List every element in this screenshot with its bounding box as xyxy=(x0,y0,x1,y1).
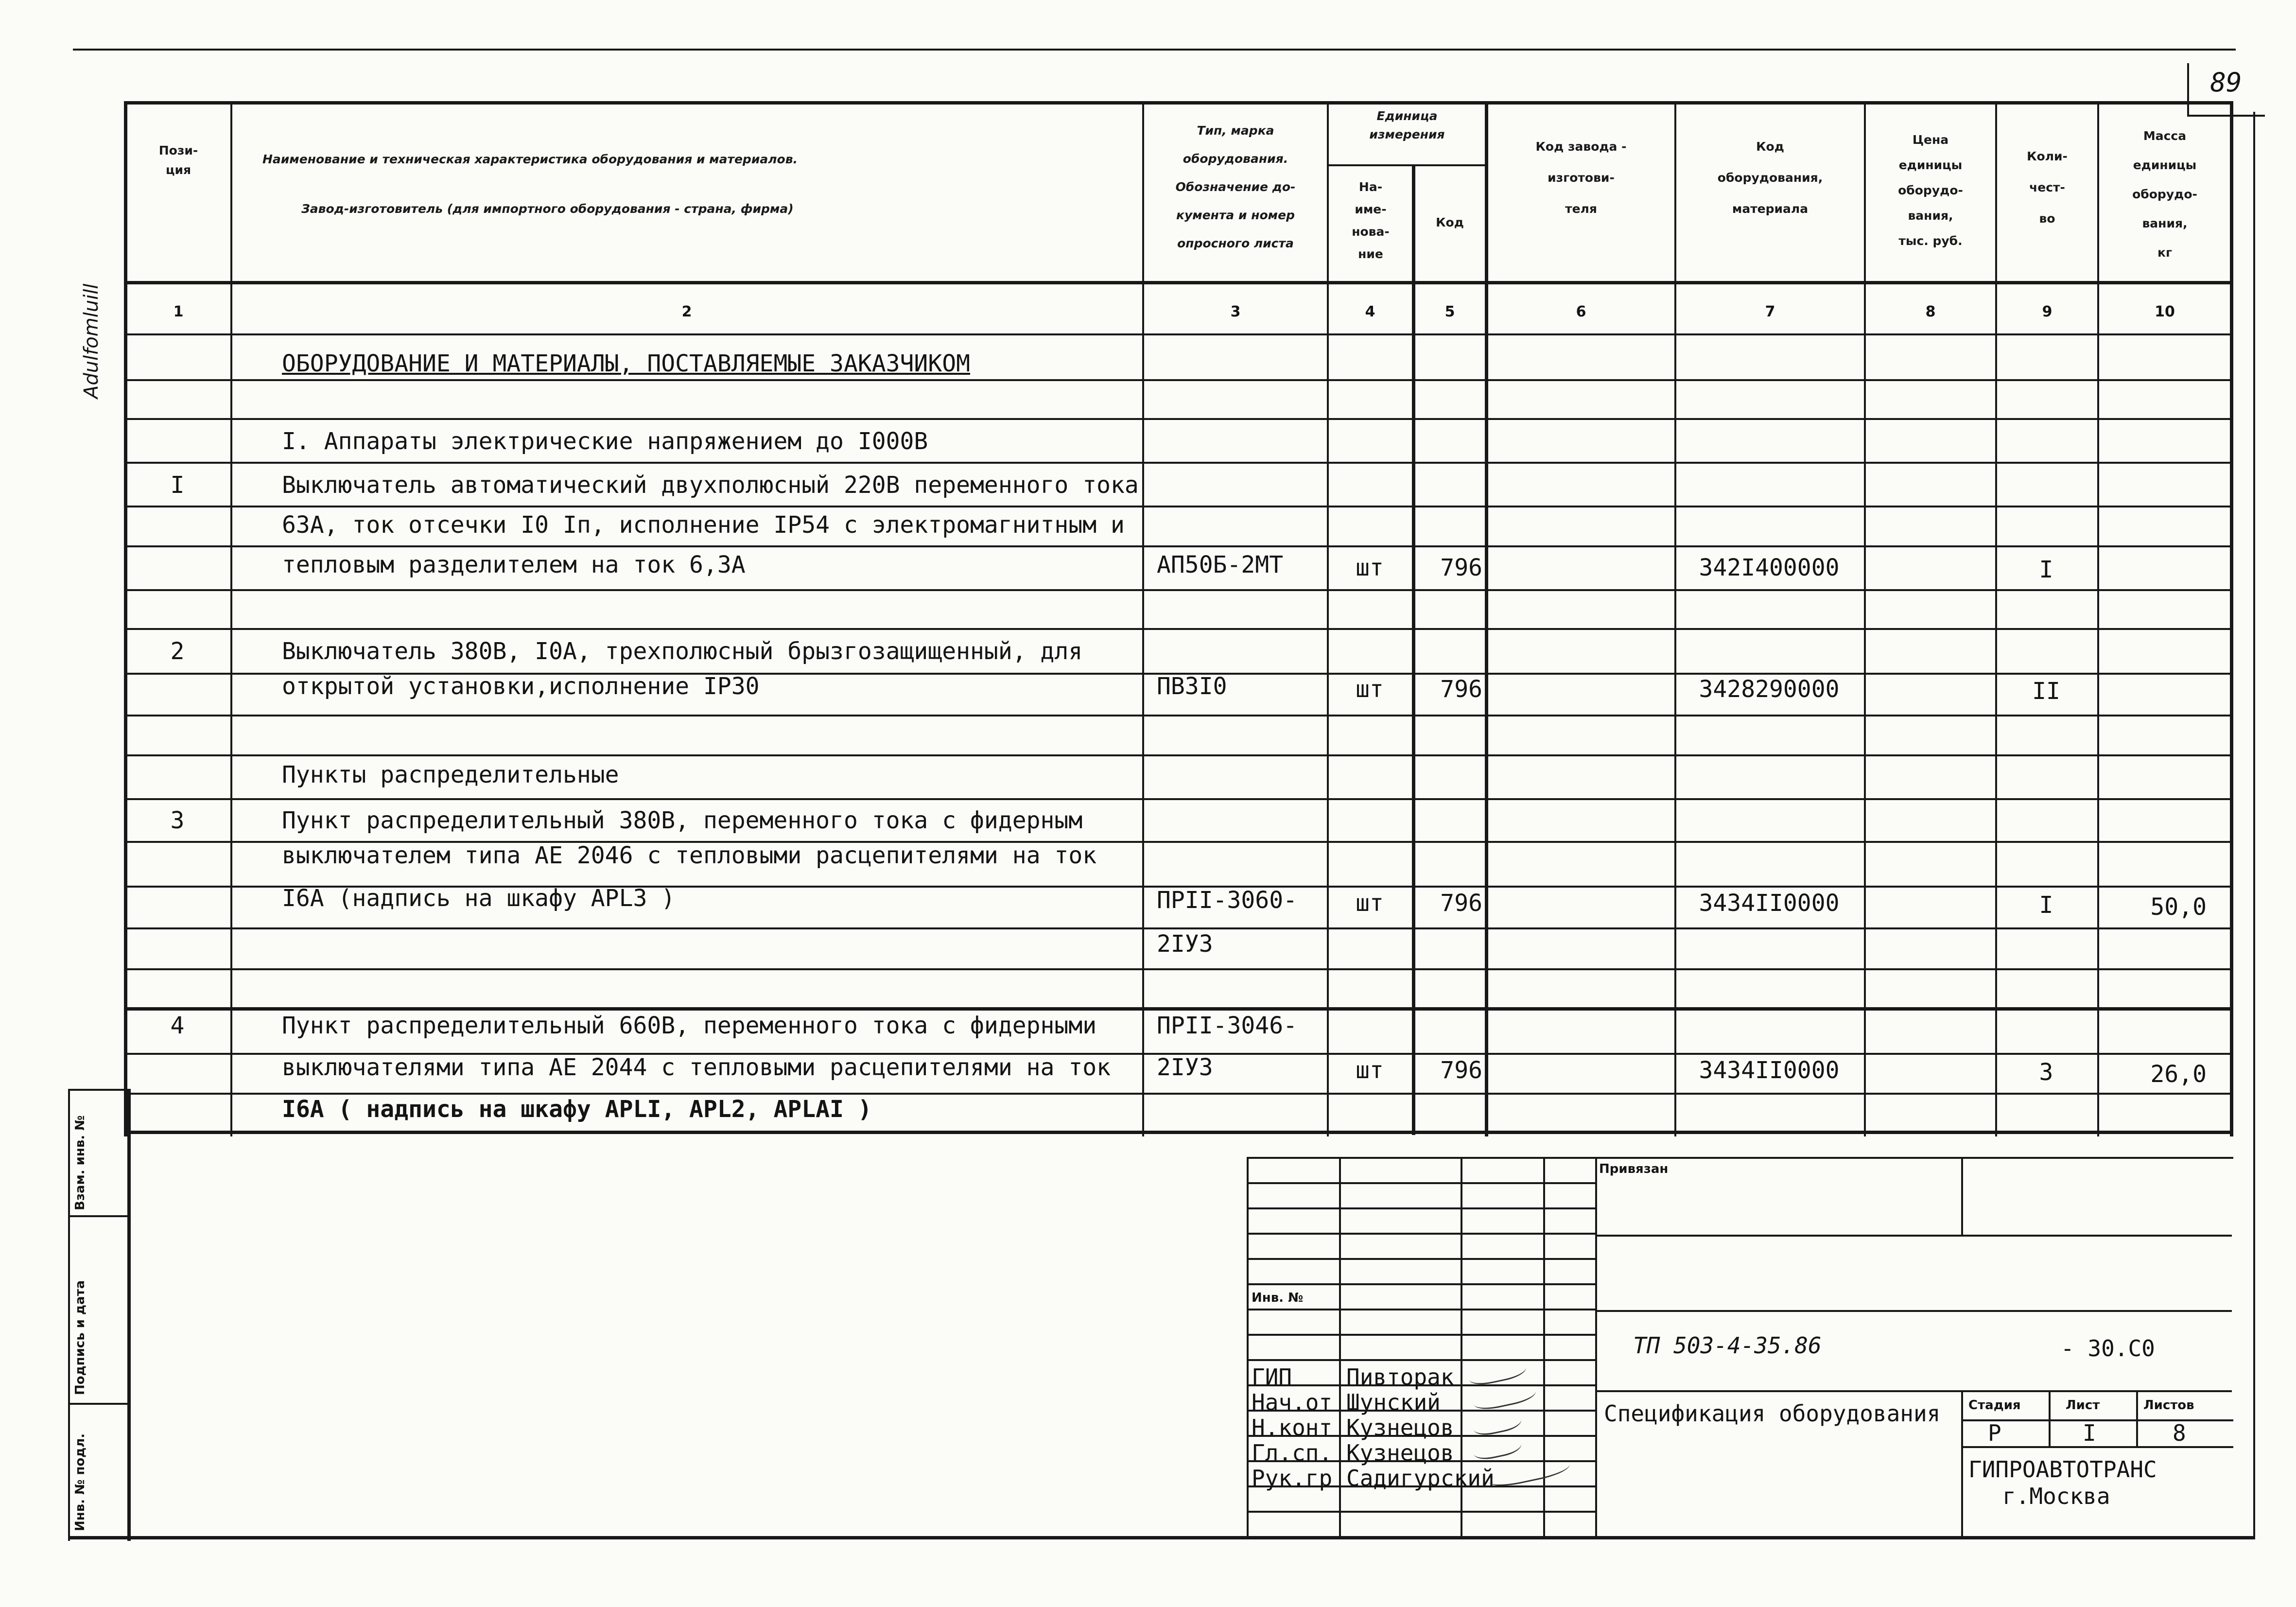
item2-position: 2 xyxy=(170,638,185,665)
privyazan-box-right xyxy=(1961,1157,1963,1235)
header-col5: Код xyxy=(1436,215,1464,229)
left-margin-line xyxy=(68,1089,129,1091)
stamp-inv-no: Инв. № xyxy=(1252,1291,1304,1305)
row-line xyxy=(124,462,2233,464)
stamp-row xyxy=(1247,1511,1597,1513)
item4-line3: I6А ( надпись на шкафу АРLI, АРL2, АРLАI ) xyxy=(282,1096,872,1123)
stamp-row xyxy=(1247,1334,1597,1336)
item1-code: 796 xyxy=(1440,554,1482,581)
stamp-sheets-label: Листов xyxy=(2143,1398,2194,1413)
row-line xyxy=(124,506,2233,507)
item1-unit: шт xyxy=(1356,554,1384,581)
item1-qty: I xyxy=(2039,556,2053,583)
left-margin-outer xyxy=(68,1089,70,1541)
item3-type-line1: ПРII-3060- xyxy=(1157,887,1297,914)
side-note: Adulfomluill xyxy=(80,283,103,399)
item3-line2: выключателем типа АЕ 2046 с тепловыми расцепителями на ток xyxy=(282,842,1097,869)
left-margin-inner xyxy=(127,1089,131,1541)
stamp-row xyxy=(1247,1233,1597,1235)
person-role: Рук.гр xyxy=(1252,1465,1333,1491)
person-role: ГИП xyxy=(1252,1364,1292,1390)
stamp-doc-title: Спецификация оборудования xyxy=(1604,1400,1941,1427)
col-sep-5 xyxy=(1485,101,1488,1136)
person-name: Шунский xyxy=(1346,1389,1441,1415)
item3-line1: Пункт распределительный 380В, переменного тока с фидерным xyxy=(282,807,1083,834)
colnum-bottom-line xyxy=(124,333,2233,335)
row-line xyxy=(124,589,2233,591)
item4-material: 3434II0000 xyxy=(1699,1057,1840,1084)
unit-group-line xyxy=(1327,164,1485,166)
item4-type-line1: ПРII-3046- xyxy=(1157,1012,1297,1039)
section-1-heading: I. Аппараты электрические напряжением до I000В xyxy=(282,428,928,455)
stamp-col xyxy=(1339,1157,1341,1536)
page-bottom-line xyxy=(68,1536,2255,1539)
item3-position: 3 xyxy=(170,807,185,834)
person-name: Кузнецов xyxy=(1346,1440,1454,1466)
item2-unit: шт xyxy=(1356,676,1384,703)
margin-vzam-inv: Взам. инв. № xyxy=(73,1115,87,1210)
colnum-4: 4 xyxy=(1365,303,1375,320)
signature-scribble xyxy=(1486,1452,1571,1490)
spec-title: ОБОРУДОВАНИЕ И МАТЕРИАЛЫ, ПОСТАВЛЯЕМЫЕ ЗАКАЗЧИКОМ xyxy=(282,350,971,377)
person-name: Пивторак xyxy=(1346,1364,1454,1390)
item1-line2: 63А, ток отсечки I0 Iп, исполнение IP54 с электромагнитным и xyxy=(282,511,1125,539)
stamp-row xyxy=(1247,1182,1597,1184)
row-line xyxy=(124,798,2233,800)
col-sep-4 xyxy=(1412,165,1415,1135)
stamp-col-main xyxy=(1595,1157,1597,1536)
margin-inv-orig: Инв. № подл. xyxy=(73,1433,87,1531)
stamp-stage: Р xyxy=(1988,1420,2001,1446)
colnum-1: 1 xyxy=(173,303,184,320)
stamp-col xyxy=(1543,1157,1545,1536)
person-role: Нач.от xyxy=(1252,1389,1333,1415)
stamp-row xyxy=(1247,1207,1597,1209)
person-role: Н.конт xyxy=(1252,1415,1333,1441)
item2-code: 796 xyxy=(1440,676,1482,703)
stamp-sheet-label: Лист xyxy=(2066,1398,2100,1413)
stamp-left xyxy=(1247,1157,1249,1536)
stamp-code-line xyxy=(1595,1310,2232,1312)
colnum-10: 10 xyxy=(2155,303,2175,320)
stamp-sheet: I xyxy=(2083,1420,2096,1446)
stamp-row xyxy=(1247,1309,1597,1310)
header-col10: Масса единицы оборудо- вания, кг xyxy=(2132,129,2197,260)
item1-line1: Выключатель автоматический двухполюсный 220В переменного тока xyxy=(282,472,1139,499)
person-name: Кузнецов xyxy=(1346,1415,1454,1441)
header-col6: Код завода - изготови- теля xyxy=(1535,140,1627,216)
stamp-city: г.Москва xyxy=(2002,1483,2110,1509)
colnum-7: 7 xyxy=(1765,303,1775,320)
colnum-5: 5 xyxy=(1444,303,1455,320)
item4-line2: выключателями типа АЕ 2044 с тепловыми расцепителями на ток xyxy=(282,1054,1111,1081)
item3-unit: шт xyxy=(1356,890,1384,917)
stamp-privyazan: Привязан xyxy=(1599,1162,1669,1176)
header-col7: Код оборудования, материала xyxy=(1717,140,1823,216)
table-left-line xyxy=(124,101,127,1136)
col-sep-6 xyxy=(1674,101,1676,1136)
left-margin-line xyxy=(68,1215,129,1217)
stamp-row xyxy=(1247,1359,1597,1361)
item3-type-line2: 2IУ3 xyxy=(1157,930,1213,958)
row-line xyxy=(124,545,2233,547)
header-col2-line1: Наименование и техническая характеристика оборудования и материалов. xyxy=(262,152,798,166)
item2-type: ПВЗI0 xyxy=(1157,673,1227,700)
row-line xyxy=(124,418,2233,420)
row-line xyxy=(124,1007,2233,1011)
section-2-heading: Пункты распределительные xyxy=(282,761,619,788)
item1-type: АП50Б-2МТ xyxy=(1157,551,1284,578)
col-sep-9 xyxy=(2097,101,2099,1136)
right-border xyxy=(2253,112,2255,1536)
item4-mass: 26,0 xyxy=(2150,1061,2207,1088)
table-top-line xyxy=(124,101,2233,105)
privyazan-box-bottom xyxy=(1595,1235,2232,1237)
col-sep-3 xyxy=(1327,101,1329,1136)
stamp-stage-left xyxy=(1961,1390,1963,1536)
item3-material: 3434II0000 xyxy=(1699,890,1840,917)
col-sep-1 xyxy=(230,101,232,1136)
stamp-row xyxy=(1247,1283,1597,1285)
row-line xyxy=(124,628,2233,630)
margin-sign-date: Подпись и дата xyxy=(73,1280,87,1395)
item1-material: 342I400000 xyxy=(1699,554,1840,581)
stamp-org: ГИПРОАВТОТРАНС xyxy=(1968,1456,2157,1483)
sheet-number: 89 xyxy=(2210,67,2242,98)
item1-line3: тепловым разделителем на ток 6,3А xyxy=(282,551,746,578)
header-col9: Коли- чест- во xyxy=(2027,149,2068,226)
colnum-3: 3 xyxy=(1230,303,1241,320)
colnum-8: 8 xyxy=(1925,303,1936,320)
item4-qty: 3 xyxy=(2039,1059,2053,1086)
item2-line1: Выключатель 380В, I0А, трехполюсный брызгозащищенный, для xyxy=(282,638,1083,665)
header-col3: Тип, марка оборудования. Обозначение до- кумента и номер опросного листа xyxy=(1175,123,1296,250)
item3-code: 796 xyxy=(1440,890,1482,917)
table-bottom-line xyxy=(124,1131,2233,1134)
header-col1: Пози- ция xyxy=(158,143,198,177)
item4-unit: шт xyxy=(1356,1057,1384,1084)
header-col45-group: Единица измерения xyxy=(1369,109,1445,141)
stamp-top xyxy=(1247,1157,2233,1159)
top-border-line xyxy=(73,49,2236,51)
row-line xyxy=(124,754,2233,756)
item4-line1: Пункт распределительный 660В, переменного тока с фидерными xyxy=(282,1012,1097,1039)
sheet-number-box-left xyxy=(2187,63,2189,117)
col-sep-7 xyxy=(1864,101,1866,1136)
item2-material: 3428290000 xyxy=(1699,676,1840,703)
item4-type-line2: 2IУ3 xyxy=(1157,1054,1213,1081)
stamp-row xyxy=(1247,1258,1597,1260)
left-margin-line xyxy=(68,1403,129,1405)
item2-qty: II xyxy=(2032,678,2060,705)
signature-scribble xyxy=(1471,1407,1523,1438)
stamp-stage-col xyxy=(2049,1390,2051,1446)
item4-position: 4 xyxy=(170,1012,185,1039)
person-role: Гл.сп. xyxy=(1252,1440,1333,1466)
row-line xyxy=(124,715,2233,716)
header-col4: На- име- нова- ние xyxy=(1352,180,1390,261)
header-col2-line2: Завод-изготовитель (для импортного оборудования - страна, фирма) xyxy=(301,202,794,216)
item3-line3: I6А (надпись на шкафу АРL3 ) xyxy=(282,885,676,912)
item1-position: I xyxy=(170,472,185,499)
item3-mass: 50,0 xyxy=(2150,893,2207,921)
colnum-2: 2 xyxy=(681,303,692,320)
row-line xyxy=(124,379,2233,381)
stamp-doc-suffix: - 30.С0 xyxy=(2061,1335,2155,1362)
colnum-6: 6 xyxy=(1576,303,1586,320)
stamp-doc-code: ТП 503-4-35.86 xyxy=(1633,1332,1822,1359)
person-name: Садигурский xyxy=(1346,1465,1495,1491)
header-bottom-line xyxy=(124,281,2233,284)
stamp-stage-label: Стадия xyxy=(1968,1398,2021,1413)
table-right-line xyxy=(2230,101,2233,1136)
row-line xyxy=(124,968,2233,970)
col-sep-8 xyxy=(1995,101,1997,1136)
stamp-stage-line xyxy=(1961,1419,2233,1421)
stamp-stage-line xyxy=(1961,1446,2233,1448)
item3-qty: I xyxy=(2039,891,2053,919)
stamp-stage-col xyxy=(2136,1390,2138,1446)
colnum-9: 9 xyxy=(2042,303,2052,320)
stamp-sheets: 8 xyxy=(2173,1420,2186,1446)
item4-code: 796 xyxy=(1440,1057,1482,1084)
header-col8: Цена единицы оборудо- вания, тыс. руб. xyxy=(1898,133,1963,248)
item2-line2: открытой установки,исполнение IP30 xyxy=(282,673,760,700)
